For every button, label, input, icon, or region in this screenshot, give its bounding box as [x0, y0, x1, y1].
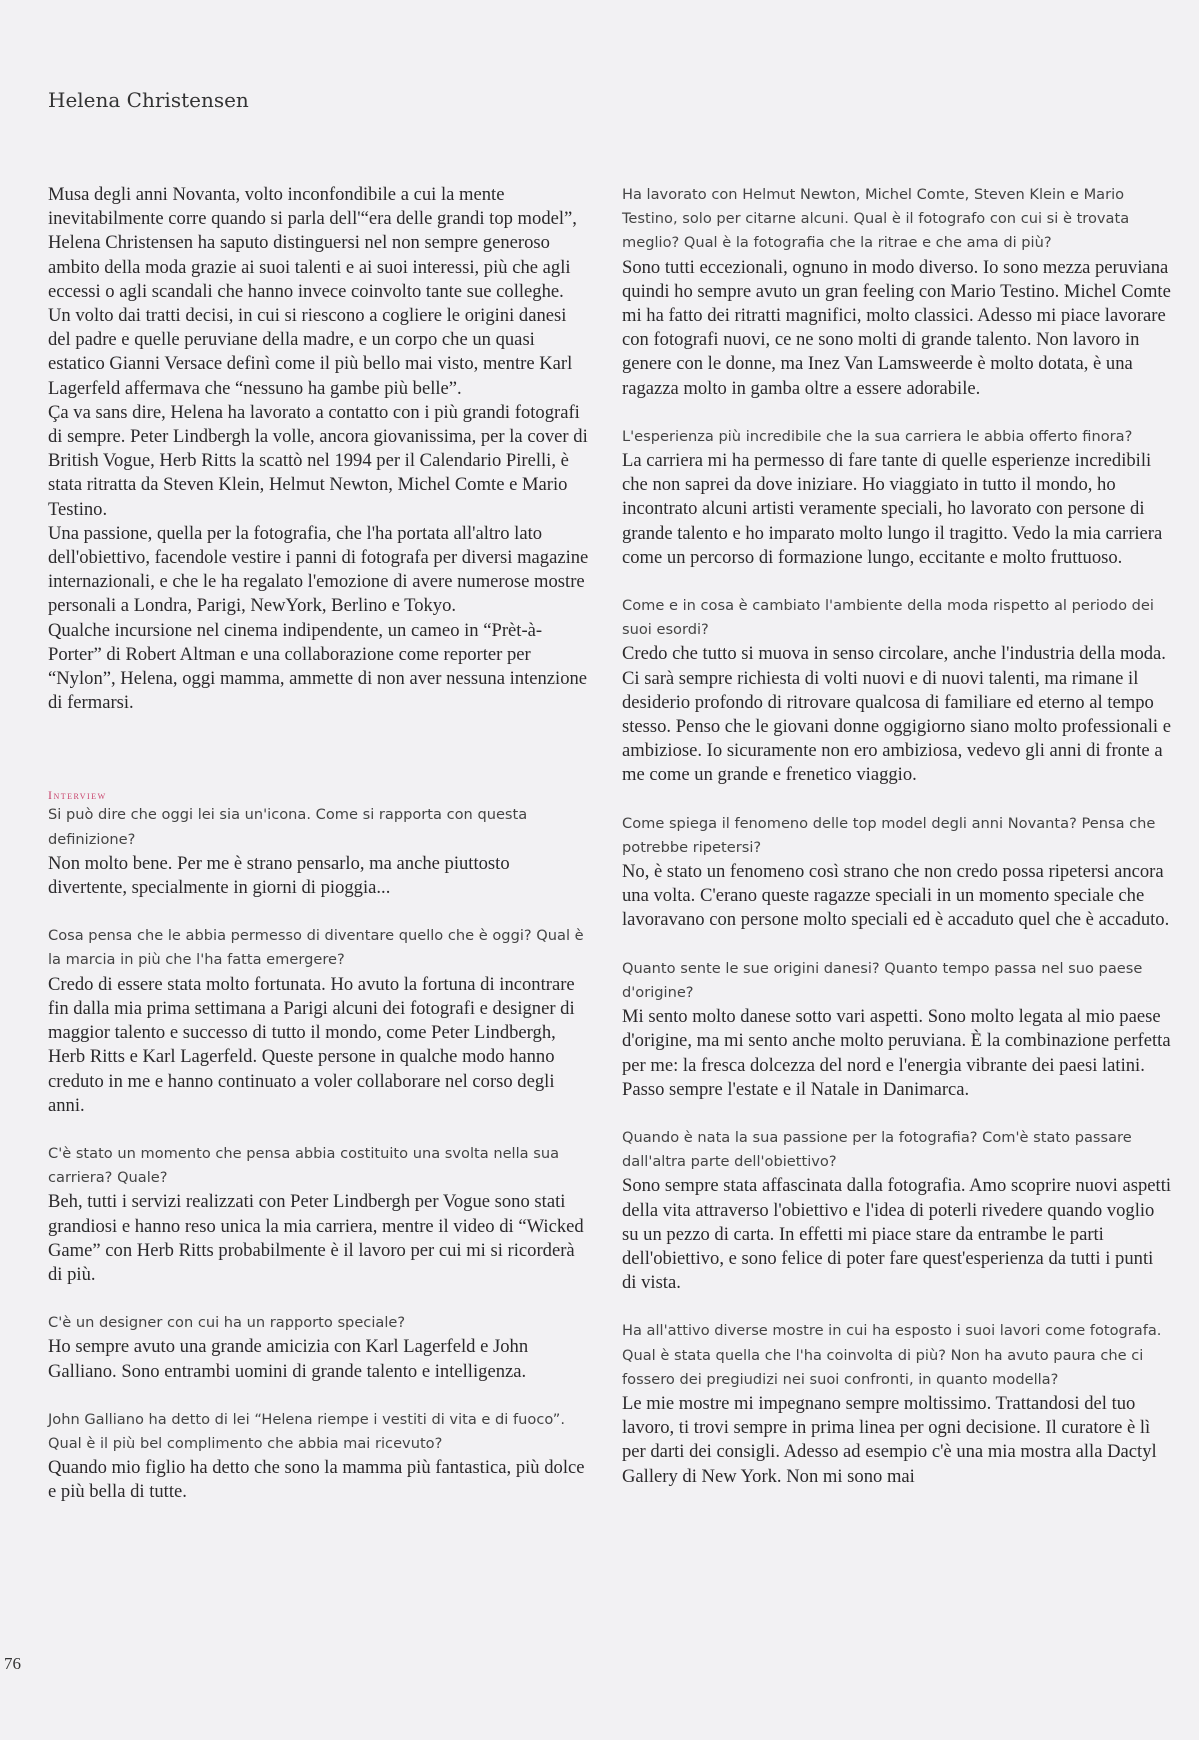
qa-block [48, 1408, 593, 1505]
intro-paragraph: Un volto dai tratti decisi, in cui si riescono a cogliere le origini danesi del padre e quelle peruviane della madre, e un corpo che un quasi estatico Gianni Versace definì come il più bello mai visto, mentre Karl Lagerfeld affermava che “nessuno ha gambe più belle”. [48, 305, 573, 399]
qa-block [622, 594, 1172, 788]
qa-block [622, 1126, 1172, 1295]
interview-label: Interview [48, 788, 107, 803]
qa-block [48, 1311, 593, 1384]
qa-block [48, 924, 593, 1118]
question: Cosa pensa che le abbia permesso di diventare quello che è oggi? Qual è la marcia in più che l'ha fatta emergere? [48, 927, 584, 969]
qa-block [622, 1319, 1172, 1488]
question: L'esperienza più incredibile che la sua carriera le abbia offerto finora? [622, 427, 1133, 445]
answer: Credo che tutto si muova in senso circolare, anche l'industria della moda. Ci sarà sempre richiesta di volti nuovi e di nuovi talenti, ma rimane il desiderio profondo di ritrovare qualcosa di familiare ed eterno al tempo stesso. Penso che le giovani donne oggigiorno siano molto professionali e ambiziose. Io sicuramente non ero ambiziosa, vedevo gli anni di fronte a me come un grande e frenetico viaggio. [622, 643, 1171, 786]
answer: Quando mio figlio ha detto che sono la mamma più fantastica, più dolce e più bella di tutte. [48, 1457, 585, 1503]
answer: Beh, tutti i servizi realizzati con Peter Lindbergh per Vogue sono stati grandiosi e hanno reso unica la mia carriera, mentre il video di “Wicked Game” con Herb Ritts probabilmente è il lavoro per cui mi si ricorderà di più. [48, 1191, 584, 1285]
qa-block [622, 425, 1172, 570]
question: John Galliano ha detto di lei “Helena riempe i vestiti di vita e di fuoco”. Qual è il più bel complimento che abbia mai ricevuto? [48, 1410, 565, 1452]
answer: Credo di essere stata molto fortunata. Ho avuto la fortuna di incontrare fin dalla mia prima settimana a Parigi alcuni dei fotografi e designer di maggior talento e successo di tutto il mondo, come Peter Lindbergh, Herb Ritts e Karl Lagerfeld. Queste persone in qualche modo hanno creduto in me e hanno continuato a voler collaborare nel corso degli anni. [48, 973, 575, 1116]
answer: Mi sento molto danese sotto vari aspetti. Sono molto legata al mio paese d'origine, ma mi sento anche molto peruviana. È la combinazione perfetta per me: la fresca dolcezza del nord e l'energia vibrante dei paesi latini. Passo sempre l'estate e il Natale in Danimarca. [622, 1006, 1171, 1100]
question: Quanto sente le sue origini danesi? Quanto tempo passa nel suo paese d'origine? [622, 959, 1143, 1001]
qa-block [622, 812, 1172, 933]
question: Come e in cosa è cambiato l'ambiente della moda rispetto al periodo dei suoi esordi? [622, 597, 1154, 639]
intro-paragraph: Una passione, quella per la fotografia, che l'ha portata all'altro lato dell'obiettivo, facendole vestire i panni di fotografa per diversi magazine internazionali, e che le ha regalato l'emozione di avere numerose mostre personali a Londra, Parigi, NewYork, Berlino e Tokyo. [48, 522, 589, 617]
question: Ha lavorato con Helmut Newton, Michel Comte, Steven Klein e Mario Testino, solo per citarne alcuni. Qual è il fotografo con cui si è trovata meglio? Qual è la fotografia che la ritrae e che ama di più? [622, 186, 1130, 252]
answer: Ho sempre avuto una grande amicizia con Karl Lagerfeld e John Galliano. Sono entrambi uomini di grande talento e intelligenza. [48, 1336, 529, 1382]
qa-block [622, 957, 1172, 1102]
qa-block [48, 803, 593, 900]
intro-paragraph: Musa degli anni Novanta, volto inconfondibile a cui la mente inevitabilmente corre quando si parla dell'“era delle grandi top model”, Helena Christensen ha saputo distinguersi nel non sempre generoso ambito della moda grazie ai suoi talenti e ai suoi interessi, più che agli eccessi o agli scandali che hanno invece coinvolto tante sue colleghe. [48, 184, 577, 302]
answer: Le mie mostre mi impegnano sempre moltissimo. Trattandosi del tuo lavoro, ti trovi sempre in prima linea per ogni decisione. Il curatore è lì per darti dei consigli. Adesso ad esempio c'è una mia mostra alla Dactyl Gallery di New York. Non mi sono mai [622, 1392, 1157, 1487]
question: Ha all'attivo diverse mostre in cui ha esposto i suoi lavori come fotografa. Qual è stata quella che l'ha coinvolta di più? Non ha avuto paura che ci fossero dei pregiudizi nei suoi confronti, in quanto modella? [622, 1322, 1162, 1388]
left-column [48, 183, 593, 1529]
intro-paragraph: Ça va sans dire, Helena ha lavorato a contatto con i più grandi fotografi di sempre. Peter Lindbergh la volle, ancora giovanissima, per la cover di British Vogue, Herb Ritts la scattò nel 1994 per il Calendario Pirelli, è stata ritratta da Steven Klein, Helmut Newton, Michel Comte e Mario Testino. [48, 401, 588, 520]
running-head: Helena Christensen [48, 88, 249, 112]
answer: Non molto bene. Per me è strano pensarlo, ma anche piuttosto divertente, specialmente in giorni di pioggia... [48, 852, 510, 899]
answer: Sono tutti eccezionali, ognuno in modo diverso. Io sono mezza peruviana quindi ho sempre avuto un gran feeling con Mario Testino. Michel Comte mi ha fatto dei ritratti magnifici, molto classici. Adesso mi piace lavorare con fotografi nuovi, ce ne sono molti di grande talento. Non lavoro in genere con le donne, ma Inez Van Lamsweerde è molto dotata, è una ragazza molto in gamba oltre a essere adorabile. [622, 256, 1171, 399]
page-number: 76 [4, 1654, 21, 1673]
intro-text [48, 183, 593, 715]
intro-paragraph: Qualche incursione nel cinema indipendente, un cameo in “Prèt-à-Porter” di Robert Altman e una collaborazione come reporter per “Nylon”, Helena, oggi mamma, ammette di non aver nessuna intenzione di fermarsi. [48, 619, 588, 714]
question: Quando è nata la sua passione per la fotografia? Com'è stato passare dall'altra parte dell'obiettivo? [622, 1128, 1132, 1171]
question: Si può dire che oggi lei sia un'icona. Come si rapporta con questa definizione? [48, 806, 528, 848]
qa-block [48, 1142, 593, 1287]
answer: Sono sempre stata affascinata dalla fotografia. Amo scoprire nuovi aspetti della vita attraverso l'obiettivo e l'idea di poterli rivedere quando voglio su un pezzo di carta. In effetti mi piace stare da entrambe le parti dell'obiettivo, e sono felice di poter fare quest'esperienza da tutti i punti di vista. [622, 1175, 1172, 1294]
right-column [622, 183, 1172, 1513]
question: C'è stato un momento che pensa abbia costituito una svolta nella sua carriera? Quale? [48, 1144, 560, 1187]
answer: La carriera mi ha permesso di fare tante di quelle esperienze incredibili che non saprei da dove iniziare. Ho viaggiato in tutto il mondo, ho incontrato alcuni artisti veramente speciali, ho lavorato con persone di grande talento e ho imparato molto lungo il tragitto. Vedo la mia carriera come un percorso di formazione lungo, eccitante e molto fruttuoso. [622, 450, 1163, 568]
question: C'è un designer con cui ha un rapporto speciale? [48, 1314, 406, 1332]
question: Come spiega il fenomeno delle top model degli anni Novanta? Pensa che potrebbe ripetersi? [622, 814, 1156, 856]
answer: No, è stato un fenomeno così strano che non credo possa ripetersi ancora una volta. C'erano queste ragazze speciali in un momento speciale che lavoravano con persone molto speciali ed è accaduto quel che è accaduto. [622, 861, 1170, 931]
qa-block [622, 183, 1172, 401]
